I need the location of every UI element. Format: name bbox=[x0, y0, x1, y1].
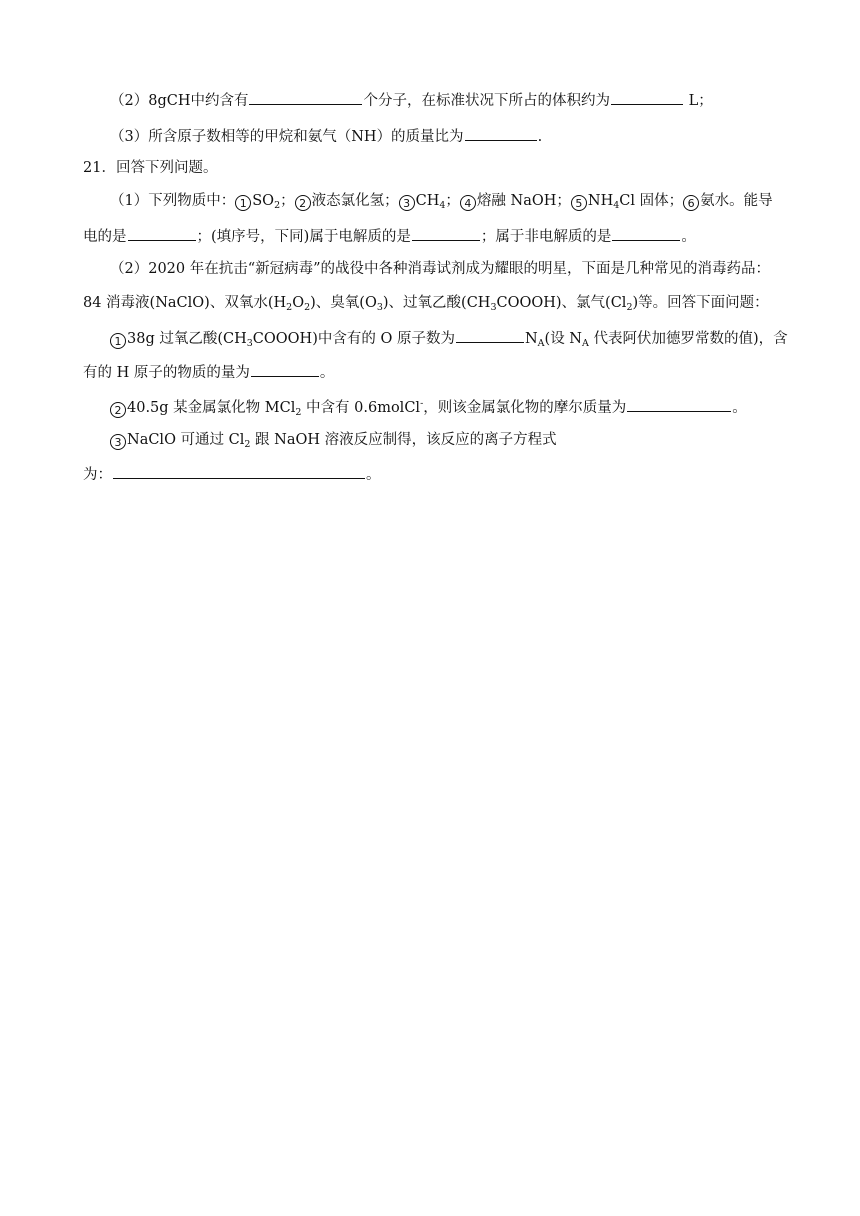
q21-sub3-line1: 3 NaClO 可通过 $Cl_2$ 跟 NaOH 溶液反应制得，该反应的离子方程式 bbox=[110, 430, 808, 450]
answer-blank[interactable] bbox=[412, 225, 480, 241]
text: ；属于非电解质的是 bbox=[480, 229, 612, 245]
text: 。 bbox=[366, 467, 381, 483]
text: NaClO 可通过 Cl bbox=[127, 432, 245, 448]
text: 电的是 bbox=[83, 229, 127, 245]
circled-number: 5 bbox=[571, 195, 587, 211]
text: 液态氯化氢； bbox=[311, 193, 399, 209]
text: $CH_4$； bbox=[415, 193, 460, 211]
answer-blank[interactable] bbox=[465, 125, 537, 141]
text: 中含有 0.6molCl bbox=[301, 400, 421, 416]
text: 。 bbox=[732, 400, 747, 416]
text: COOOH)中含有的 O 原子数为 bbox=[252, 331, 455, 347]
text: （2）8gCH bbox=[110, 93, 191, 109]
answer-blank[interactable] bbox=[249, 89, 362, 105]
circled-number: 1 bbox=[110, 333, 126, 349]
text: 有的 H 原子的物质的量为 bbox=[83, 365, 250, 381]
answer-blank[interactable] bbox=[128, 225, 196, 241]
answer-blank[interactable] bbox=[627, 396, 731, 412]
text: ）的质量比为 bbox=[376, 129, 464, 145]
answer-blank[interactable] bbox=[612, 225, 680, 241]
q21-sub1-line2 bbox=[83, 361, 808, 383]
text: 40.5g 某金属氯化物 MCl bbox=[127, 400, 296, 416]
text: 氨水。能导 bbox=[700, 193, 773, 209]
circled-number: 1 bbox=[235, 195, 251, 211]
answer-blank[interactable] bbox=[251, 361, 319, 377]
text: 代表阿伏加德罗常数的值)，含 bbox=[588, 331, 788, 347]
text: $SO_2$； bbox=[252, 193, 295, 211]
text: . bbox=[537, 129, 543, 145]
circled-number: 6 bbox=[683, 195, 699, 211]
text: （3）所含原子数相等的甲烷和氨气（NH bbox=[110, 129, 377, 145]
text: 为： bbox=[83, 467, 112, 483]
text: 。 bbox=[681, 229, 696, 245]
text: 跟 NaOH 溶液反应制得，该反应的离子方程式 bbox=[250, 432, 557, 448]
circled-number: 2 bbox=[110, 402, 126, 418]
circled-number: 4 bbox=[460, 195, 476, 211]
q21-heading bbox=[83, 158, 808, 178]
question-title: 回答下列问题。 bbox=[115, 160, 218, 176]
question-number: 21． bbox=[83, 160, 116, 176]
text: （2）2020 年在抗击“新冠病毒”的战役中各种消毒试剂成为耀眼的明星，下面是几种常见的消毒药品： bbox=[110, 261, 771, 277]
text: 个分子，在标准状况下所占的体积约为 bbox=[363, 93, 610, 109]
q21-part1-line1 bbox=[110, 191, 808, 211]
circled-number: 3 bbox=[399, 195, 415, 211]
q21-sub3-line2 bbox=[83, 463, 808, 485]
text: 熔融 NaOH； bbox=[476, 193, 571, 209]
text: ；(填序号，下同)属于电解质的是 bbox=[196, 229, 411, 245]
q20-part2 bbox=[110, 89, 808, 111]
circled-number: 3 bbox=[110, 434, 126, 450]
text: L； bbox=[683, 93, 713, 109]
text: 中约含有 bbox=[190, 93, 249, 109]
circled-number: 2 bbox=[295, 195, 311, 211]
text: $NH_4Cl$ 固体； bbox=[587, 193, 684, 211]
answer-blank[interactable] bbox=[611, 89, 683, 105]
text: （1）下列物质中： bbox=[110, 193, 236, 209]
text: 84 消毒液(NaClO)、双氧水(H bbox=[83, 295, 287, 311]
q20-part3 bbox=[110, 125, 808, 147]
answer-blank[interactable] bbox=[113, 463, 365, 479]
text: ，则该金属氯化物的摩尔质量为 bbox=[423, 400, 627, 416]
q21-part2-line2: 84 消毒液(NaClO)、双氧水$(H_2O_2)$、臭氧$(O_3)$、过氧乙酸$(CH_3COOOH)$、氯气$(Cl_2)$等。回答下面问题： bbox=[83, 295, 769, 313]
q21-part1-line2 bbox=[83, 225, 808, 247]
text: 38g 过氧乙酸(CH bbox=[127, 331, 247, 347]
answer-blank[interactable] bbox=[456, 327, 524, 343]
q21-sub1-line1: 1 38g 过氧乙酸$(CH_3COOOH)$中含有的 O 原子数为 $N_A$(设 $N_A$ 代表阿伏加德罗常数的值)，含 bbox=[110, 327, 808, 349]
q21-part2-line1 bbox=[110, 259, 808, 279]
text: 。 bbox=[319, 365, 335, 381]
q21-sub2: 2 40.5g 某金属氯化物 MCl$_2$ 中含有 0.6molCl-，则该金属氯化物的摩尔质量为 。 bbox=[110, 396, 808, 418]
